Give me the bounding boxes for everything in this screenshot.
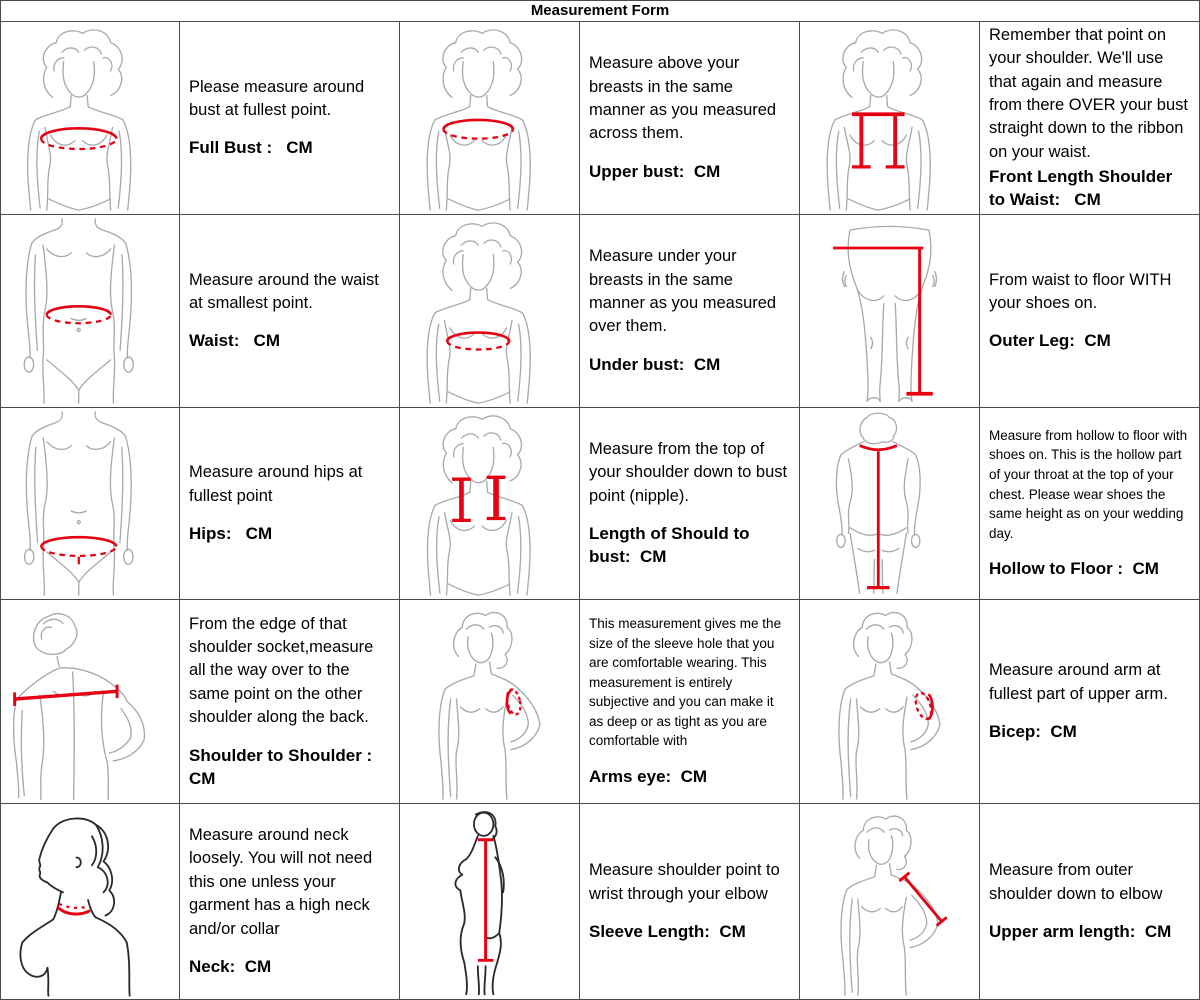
under-bust-cell <box>580 215 800 408</box>
measurement-description: Measure around neck loosely. You will not need this one unless your garment has a high neck and/or collar <box>189 825 373 938</box>
shoulder-to-bust-cell <box>580 408 800 600</box>
shoulder-to-bust-figure <box>400 408 580 600</box>
measurement-description: From waist to floor WITH your shoes on. <box>989 270 1172 313</box>
measurement-description: Measure around arm at fullest part of upper arm. <box>989 661 1168 703</box>
neck-cell <box>180 804 400 999</box>
measurement-grid <box>1 22 1199 999</box>
waist-cell <box>180 215 400 408</box>
arms-eye-figure <box>400 600 580 804</box>
measurement-description: Measure shoulder point to wrist through your elbow <box>589 861 780 903</box>
bicep-cell <box>980 600 1199 804</box>
measurement-label: Front Length Shoulder to Waist: CM <box>989 167 1177 210</box>
page-title: Measurement Form <box>1 1 1199 22</box>
hollow-to-floor-figure <box>800 408 980 600</box>
outer-leg-cell <box>980 215 1199 408</box>
measurement-description: This measurement gives me the size of the sleeve hole that you are comfortable wearing. This measurement is entirely subjective and you can make it as deep or as tight as you are comfortable with <box>589 616 782 749</box>
measurement-label: Arms eye: CM <box>589 767 708 786</box>
measurement-description: Measure above your breasts in the same manner as you measured across them. <box>589 54 777 143</box>
arms-eye-cell <box>580 600 800 804</box>
full-bust-figure <box>1 22 180 215</box>
under-bust-figure <box>400 215 580 408</box>
measurement-description: Measure from the top of your shoulder down to bust point (nipple). <box>589 439 788 505</box>
upper-bust-cell <box>580 22 800 215</box>
measurement-description: From the edge of that shoulder socket,measure all the way over to the same point on the other shoulder along the back. <box>189 614 374 727</box>
measurement-label: Hips: CM <box>189 523 273 543</box>
neck-figure <box>1 804 180 999</box>
measurement-label: Waist: CM <box>189 331 280 351</box>
outer-leg-figure <box>800 215 980 408</box>
measurement-label: Neck: CM <box>189 957 272 977</box>
measurement-label: Upper arm length: CM <box>989 921 1172 941</box>
measurement-description: Measure from outer shoulder down to elbow <box>989 861 1163 903</box>
shoulder-to-shoulder-cell <box>180 600 400 804</box>
measurement-label: Bicep: CM <box>989 721 1077 741</box>
sleeve-length-cell <box>580 804 800 999</box>
measurement-description: Please measure around bust at fullest point. <box>189 77 365 120</box>
measurement-label: Hollow to Floor : CM <box>989 559 1159 579</box>
measurement-label: Full Bust : CM <box>189 138 313 158</box>
hollow-to-floor-cell <box>980 408 1199 600</box>
upper-arm-length-cell <box>980 804 1199 999</box>
sleeve-length-figure <box>400 804 580 999</box>
measurement-description: Measure from hollow to floor with shoes on. This is the hollow part of your throat at the top of your chest. Please wear shoes the same height as on your wedding day. <box>989 427 1188 541</box>
measurement-description: Measure around the waist at smallest point. <box>189 270 379 313</box>
measurement-label: Length of Should to bust: CM <box>589 524 755 567</box>
measurement-label: Under bust: CM <box>589 354 721 374</box>
measurement-label: Sleeve Length: CM <box>589 921 746 941</box>
measurement-description: Remember that point on your shoulder. We'll use that again and measure from there OVER your bust straight down to the ribbon on your waist. <box>989 25 1188 161</box>
measurement-description: Measure around hips at fullest point <box>189 463 363 505</box>
shoulder-to-shoulder-figure <box>1 600 180 804</box>
front-length-cell <box>980 22 1199 215</box>
front-length-figure <box>800 22 980 215</box>
measurement-description: Measure under your breasts in the same manner as you measured over them. <box>589 247 777 336</box>
measurement-label: Shoulder to Shoulder : CM <box>189 745 377 788</box>
waist-figure <box>1 215 180 408</box>
measurement-label: Upper bust: CM <box>589 161 721 181</box>
bicep-figure <box>800 600 980 804</box>
full-bust-cell <box>180 22 400 215</box>
hips-cell <box>180 408 400 600</box>
upper-arm-length-figure <box>800 804 980 999</box>
hips-figure <box>1 408 180 600</box>
upper-bust-figure <box>400 22 580 215</box>
measurement-label: Outer Leg: CM <box>989 331 1111 351</box>
